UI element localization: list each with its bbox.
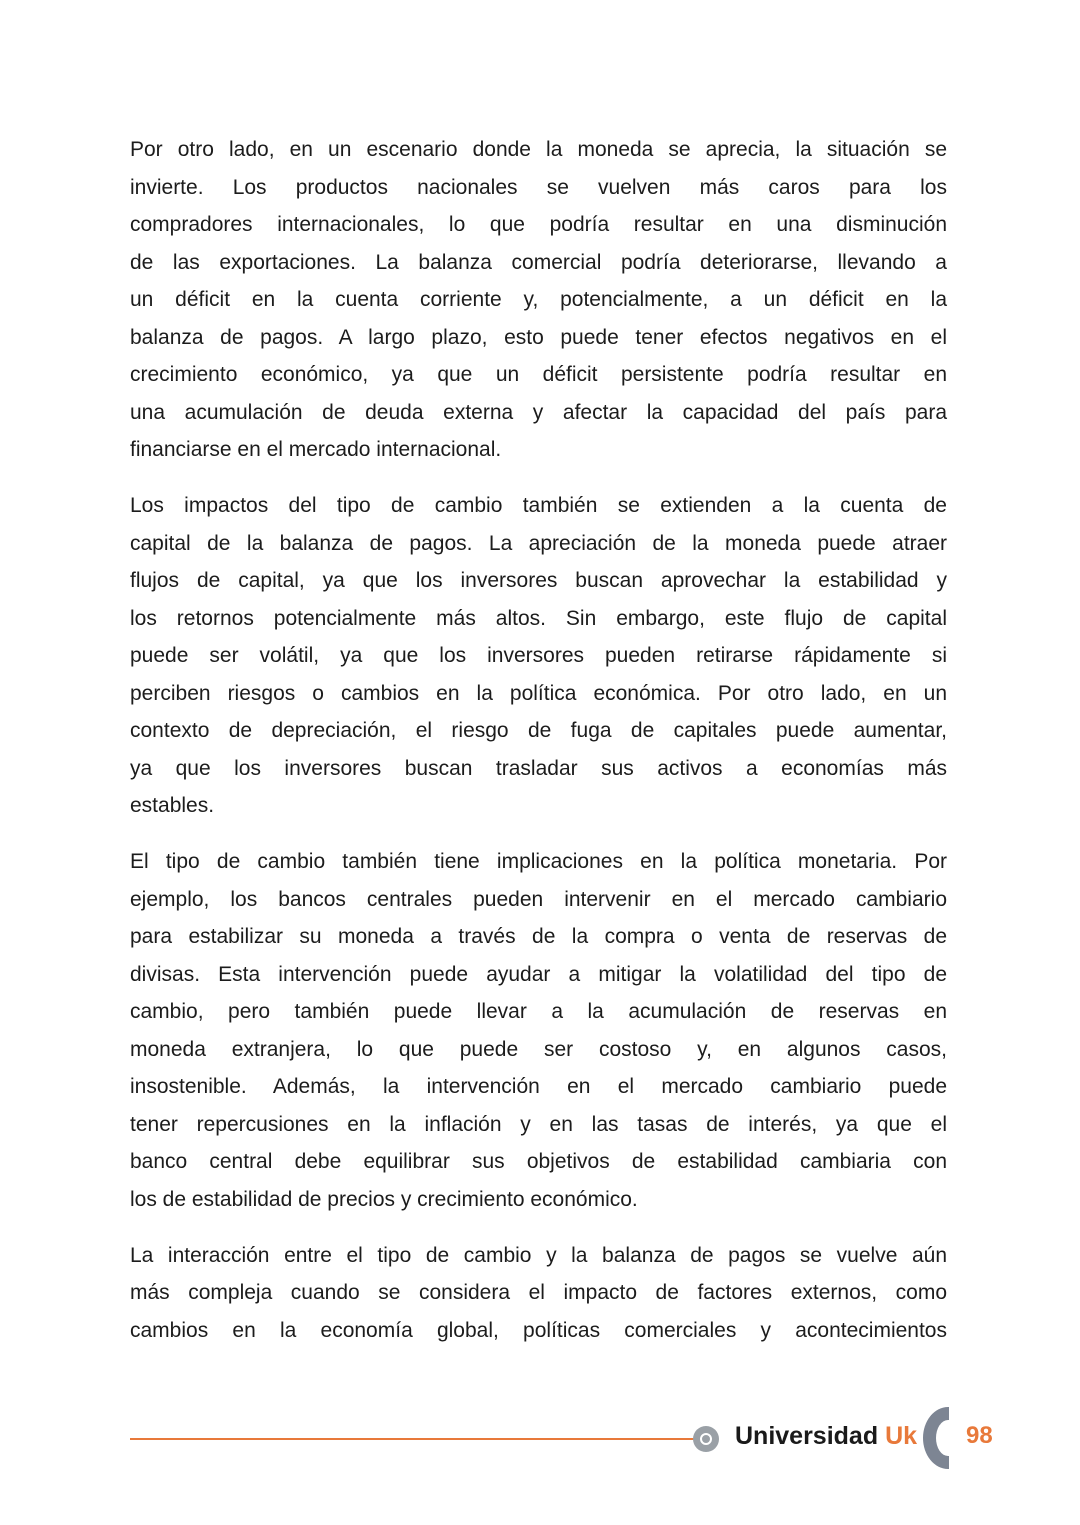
text-line: invierte. Los productos nacionales se vuelven más caros para los (130, 175, 947, 199)
logo-circle-icon (693, 1426, 719, 1452)
text-line: banco central debe equilibrar sus objetivos de estabilidad cambiaria con (130, 1150, 947, 1173)
text-line: crecimiento económico, ya que un déficit persistente podría resultar en (130, 363, 947, 386)
text-line: insostenible. Además, la intervención en el mercado cambiario puede (130, 1075, 947, 1098)
brand-name (735, 1422, 917, 1451)
text-line: El tipo de cambio también tiene implicaciones en la política monetaria. Por (130, 850, 947, 873)
paragraph (130, 843, 947, 1218)
brand-accent: Uk (885, 1422, 918, 1450)
arc-decoration-icon (923, 1407, 949, 1469)
text-line: cambios en la economía global, políticas comerciales y acontecimientos (130, 1318, 947, 1342)
text-line: más compleja cuando se considera el impacto de factores externos, como (130, 1281, 947, 1304)
text-line: perciben riesgos o cambios en la política económica. Por otro lado, en un (130, 681, 947, 705)
paragraph (130, 487, 947, 825)
text-line: para estabilizar su moneda a través de la compra o venta de reservas de (130, 925, 947, 948)
paragraph (130, 1237, 947, 1350)
text-line: moneda extranjera, lo que puede ser costoso y, en algunos casos, (130, 1037, 947, 1061)
text-line: cambio, pero también puede llevar a la acumulación de reservas en (130, 1000, 947, 1023)
text-line: financiarse en el mercado internacional. (130, 438, 502, 461)
text-line: contexto de depreciación, el riesgo de fuga de capitales puede aumentar, (130, 719, 947, 742)
text-line: puede ser volátil, ya que los inversores pueden retirarse rápidamente si (130, 644, 947, 667)
page-number: 98 (966, 1422, 993, 1449)
footer-divider (130, 1438, 695, 1440)
text-line: compradores internacionales, lo que podría resultar en una disminución (130, 213, 947, 236)
body-text (130, 131, 947, 1368)
text-line: balanza de pagos. A largo plazo, esto puede tener efectos negativos en el (130, 325, 947, 349)
text-line: divisas. Esta intervención puede ayudar a mitigar la volatilidad del tipo de (130, 962, 947, 986)
text-line: capital de la balanza de pagos. La apreciación de la moneda puede atraer (130, 531, 947, 555)
text-line: La interacción entre el tipo de cambio y la balanza de pagos se vuelve aún (130, 1243, 947, 1267)
brand-text: Universidad (735, 1422, 879, 1450)
paragraph (130, 131, 947, 469)
text-line: una acumulación de deuda externa y afectar la capacidad del país para (130, 400, 947, 424)
text-line: tener repercusiones en la inflación y en las tasas de interés, ya que el (130, 1112, 947, 1136)
text-line: ejemplo, los bancos centrales pueden intervenir en el mercado cambiario (130, 887, 947, 911)
text-line: los retornos potencialmente más altos. Sin embargo, este flujo de capital (130, 606, 947, 630)
text-line: flujos de capital, ya que los inversores buscan aprovechar la estabilidad y (130, 569, 947, 592)
text-line: estables. (130, 794, 215, 817)
text-line: un déficit en la cuenta corriente y, potencialmente, a un déficit en la (130, 288, 947, 311)
text-line: Por otro lado, en un escenario donde la moneda se aprecia, la situación se (130, 138, 947, 161)
text-line: de las exportaciones. La balanza comercial podría deteriorarse, llevando a (130, 250, 947, 274)
text-line: ya que los inversores buscan trasladar sus activos a economías más (130, 756, 947, 780)
text-line: Los impactos del tipo de cambio también se extienden a la cuenta de (130, 494, 947, 517)
text-line: los de estabilidad de precios y crecimiento económico. (130, 1187, 638, 1211)
